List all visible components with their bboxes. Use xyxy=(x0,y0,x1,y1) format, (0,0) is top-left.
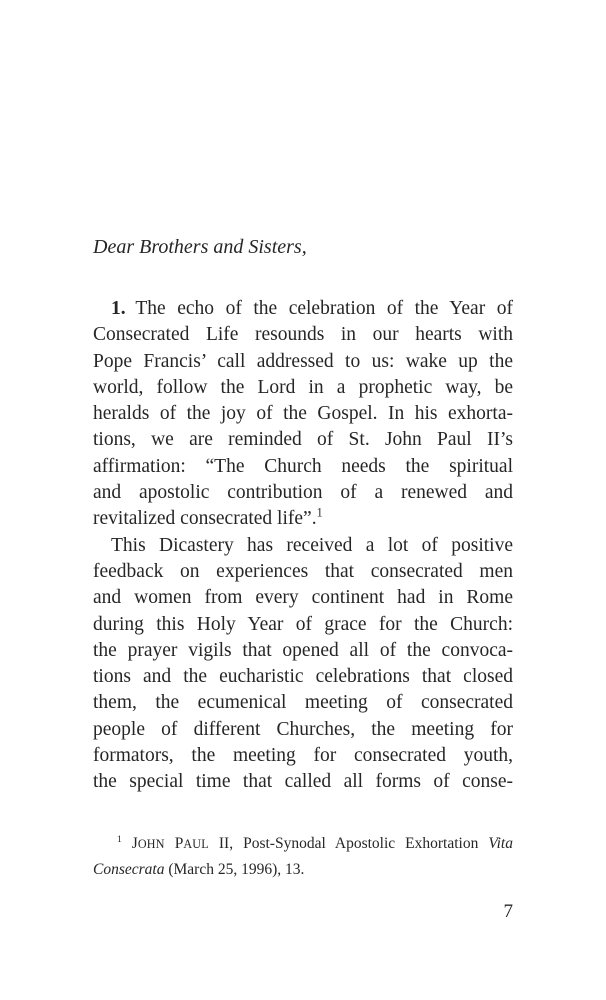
text-run: AUL xyxy=(183,837,209,851)
text-line xyxy=(93,664,513,690)
text-run: people of different Churches, the meeting for xyxy=(93,718,513,740)
text-line xyxy=(93,612,513,638)
text-run: II, Post-Synodal Apostolic Exhortation xyxy=(208,835,489,852)
salutation-text: Dear Brothers and Sisters, xyxy=(93,236,307,258)
text-run: J xyxy=(121,835,138,852)
text-run: tions and the eucharistic celebrations that closed xyxy=(93,666,513,688)
text-run: revitalized consecrated life”. xyxy=(93,508,317,530)
text-run: affirmation: “The Church needs the spiritual xyxy=(93,455,513,477)
text-line xyxy=(93,717,513,743)
text-line xyxy=(93,506,513,532)
text-line xyxy=(93,769,513,795)
text-run: 1. xyxy=(111,298,126,319)
text-run: P xyxy=(164,835,184,852)
text-line xyxy=(93,533,513,559)
text-line xyxy=(93,454,513,480)
text-run: and women from every continent had in Rome xyxy=(93,587,513,609)
text-run: This Dicastery has received a lot of positive xyxy=(111,534,513,556)
text-run: Consecrated Life resounds in our hearts with xyxy=(93,324,513,346)
text-line xyxy=(93,559,513,585)
page-number: 7 xyxy=(503,901,513,922)
text-run: them, the ecumenical meeting of consecrated xyxy=(93,692,513,714)
text-run: formators, the meeting for consecrated youth, xyxy=(93,745,513,767)
text-run: Pope Francis’ call addressed to us: wake up the xyxy=(93,350,513,372)
text-run: world, follow the Lord in a prophetic way, be xyxy=(93,376,513,398)
text-line xyxy=(93,743,513,769)
text-run: tions, we are reminded of St. John Paul II’s xyxy=(93,429,513,451)
text-run: OHN xyxy=(137,837,165,851)
paragraph-1 xyxy=(93,296,513,533)
paragraph-2 xyxy=(93,533,513,796)
text-line xyxy=(93,638,513,664)
text-line xyxy=(93,585,513,611)
text-line xyxy=(93,857,513,882)
text-run: during this Holy Year of grace for the Church: xyxy=(93,613,513,635)
text-line xyxy=(93,296,513,322)
text-run: the special time that called all forms of conse- xyxy=(93,771,513,793)
text-run: The echo of the celebration of the Year of xyxy=(125,298,513,319)
text-run: Vita xyxy=(488,835,513,852)
text-run: 1 xyxy=(316,505,323,520)
text-line xyxy=(93,375,513,401)
text-line xyxy=(93,480,513,506)
text-run: (March 25, 1996), 13. xyxy=(164,861,305,878)
text-line xyxy=(93,322,513,348)
text-line xyxy=(93,690,513,716)
body-text xyxy=(93,296,513,796)
text-run: the prayer vigils that opened all of the convoca- xyxy=(93,639,513,661)
text-run: feedback on experiences that consecrated men xyxy=(93,560,513,582)
text-line xyxy=(93,427,513,453)
text-run: heralds of the joy of the Gospel. In his exhorta- xyxy=(93,403,513,425)
text-run: and apostolic contribution of a renewed and xyxy=(93,482,513,504)
footnote xyxy=(93,831,513,882)
text-line xyxy=(93,349,513,375)
text-run: Consecrata xyxy=(93,861,165,878)
text-line xyxy=(93,401,513,427)
text-run: 1 xyxy=(117,833,122,845)
text-line xyxy=(93,831,513,857)
